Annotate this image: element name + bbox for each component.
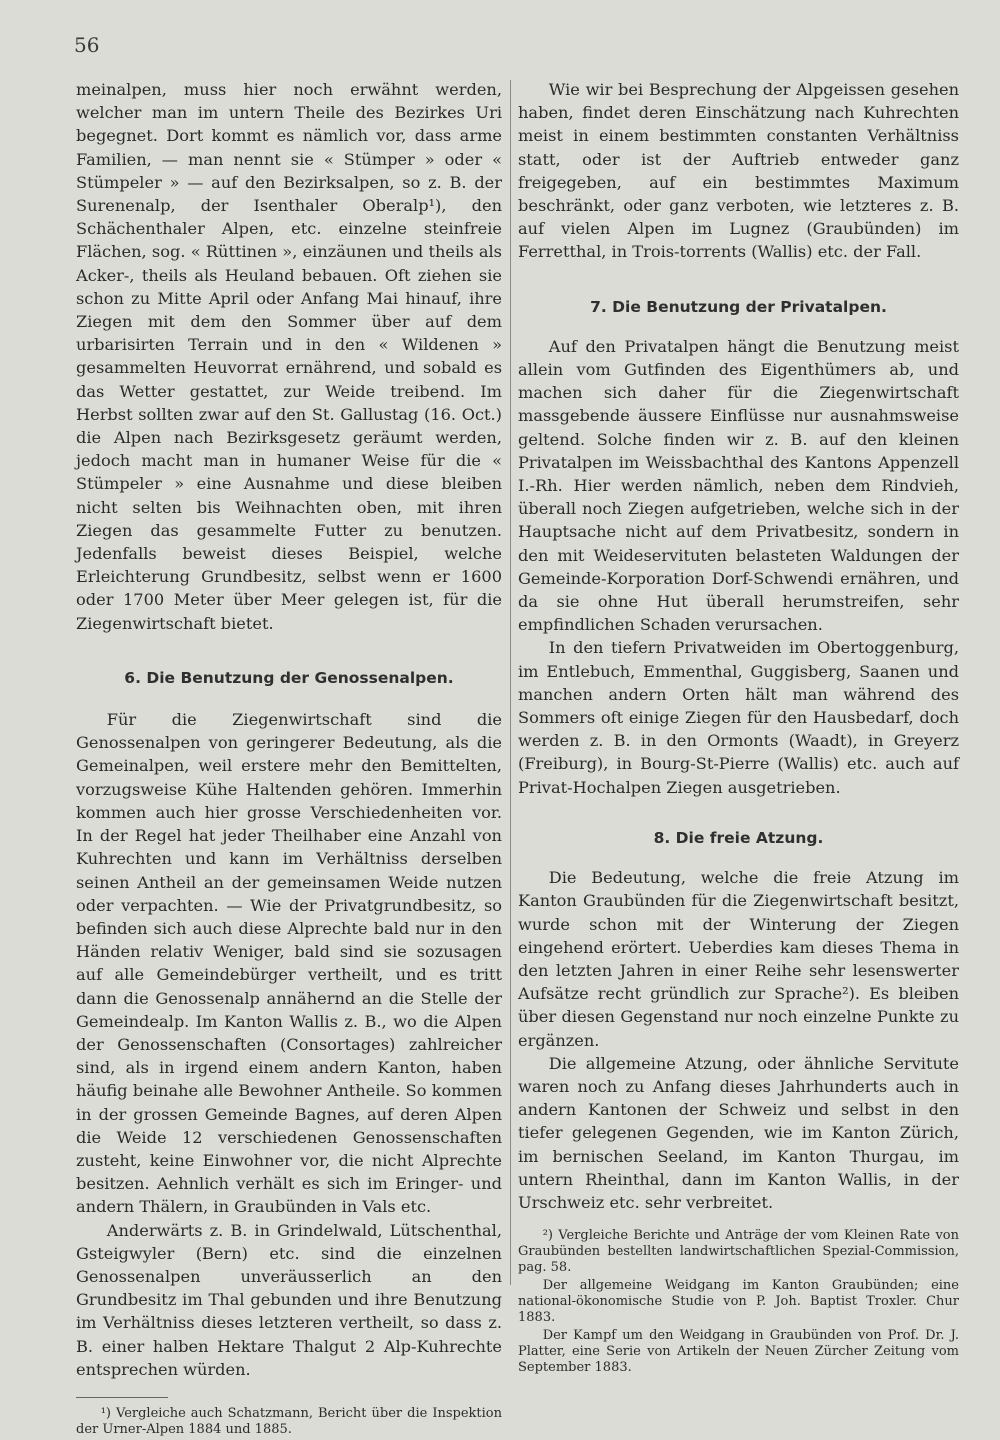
page-number: 56: [74, 33, 100, 57]
right-paragraph-2: Auf den Privatalpen hängt die Benutzung meist allein vom Gutfinden des Eigenthümers ab, und machen sich daher für die Ziegenwirtschaft massgebende äussere Einflüsse nur ausnahmsweise geltend. Solche finden wir z. B. auf den kleinen Privatalpen im Weissbachthal des Kantons Appenzell I.-Rh. Hier werden nämlich, neben dem Rindvieh, überall noch Ziegen aufgetrieben, welche sich in der Hauptsache nicht auf dem Privatbesitz, sondern in den mit Weideservituten belasteten Waldungen der Gemeinde-Korporation Dorf-Schwendi ernähren, und da sie ohne Hut überall herumstreifen, sehr empfindlichen Schaden verursachen.: [518, 336, 959, 635]
section-heading-6: 6. Die Benutzung der Genossenalpen.: [124, 668, 454, 687]
left-paragraph-3: Anderwärts z. B. in Grindelwald, Lütschenthal, Gsteigwyler (Bern) etc. sind die einzelnen Genossenalpen unveräusserlich an den Grundbesitz im Thal gebunden und ihre Benutzung im Verhältniss dieses letzteren vertheilt, so dass z. B. einer halben Hektare Thalgut 2 Alp-Kuhrechte entsprechen würden.: [76, 1220, 502, 1379]
column-divider: [510, 80, 511, 1285]
footnote-1: ¹) Vergleiche auch Schatzmann, Bericht über die Inspektion der Urner-Alpen 1884 und 1885.: [76, 1405, 502, 1437]
right-paragraph-5: Die allgemeine Atzung, oder ähnliche Servitute waren noch zu Anfang dieses Jahrhunderts auch in andern Kantonen der Schweiz und selbst in den tiefer gelegenen Gegenden, wie im Kanton Zürich, im bernischen Seeland, im Kanton Thurgau, im untern Rheinthal, dann im Kanton Wallis, in der Urschweiz etc. sehr verbreitet.: [518, 1053, 959, 1212]
footnote-left: [76, 1406, 502, 1438]
right-column: [518, 78, 959, 1378]
footnotes-right: [518, 1228, 959, 1376]
left-paragraph-1: meinalpen, muss hier noch erwähnt werden, welcher man im untern Theile des Bezirkes Uri begegnet. Dort kommt es nämlich vor, dass arme Familien, — man nennt sie « Stümper » oder « Stümpeler » — auf den Bezirksalpen, so z. B. der Surenenalp, der Isenthaler Oberalp¹), den Schächenthaler Alpen, etc. einzelne steinfreie Flächen, sog. « Rüttinen », einzäunen und theils als Acker-, theils als Heuland bebauen. Oft ziehen sie schon zu Mitte April oder Anfang Mai hinauf, ihre Ziegen mit dem den Sommer über auf dem urbarisirten Terrain und in den « Wildenen » gesammelten Heuvorrat ernährend, und sobald es das Wetter gestattet, zur Weide treibend. Im Herbst sollten zwar auf den St. Gallustag (16. Oct.) die Alpen nach Bezirksgesetz geräumt werden, jedoch macht man in humaner Weise für die « Stümpeler » eine Ausnahme und diese bleiben nicht selten bis Weihnachten oben, mit ihren Ziegen das gesammelte Futter zu benutzen. Jedenfalls beweist dieses Beispiel, welche Erleichterung Grundbesitz, selbst wenn er 1600 oder 1700 Meter über Meer gelegen ist, für die Ziegenwirtschaft bietet.: [76, 80, 502, 633]
right-paragraph-4: Die Bedeutung, welche die freie Atzung im Kanton Graubünden für die Ziegenwirtschaft besitzt, wurde schon mit der Winterung der Ziegen eingehend erörtert. Ueberdies kam dieses Thema in den letzten Jahren in einer Reihe sehr lesenswerter Aufsätze recht gründlich zur Sprache²). Es bleiben über diesen Gegenstand nur noch einzelne Punkte zu ergänzen.: [518, 868, 959, 1050]
section-heading-8: 8. Die freie Atzung.: [653, 828, 824, 847]
right-paragraph-1: Wie wir bei Besprechung der Alpgeissen gesehen haben, findet deren Einschätzung nach Kuhrechten meist in einem bestimmten constanten Verhältniss statt, oder ist der Auftrieb entweder ganz freigegeben, auf ein bestimmtes Maximum beschränkt, oder ganz verboten, wie letzteres z. B. auf vielen Alpen im Lugnez (Graubünden) im Ferretthal, in Trois-torrents (Wallis) etc. der Fall.: [518, 80, 959, 262]
left-paragraph-2: Für die Ziegenwirtschaft sind die Genossenalpen von geringerer Bedeutung, als die Gemeinalpen, weil erstere mehr den Bemittelten, vorzugsweise Kühe Haltenden gehören. Immerhin kommen auch hier grosse Verschiedenheiten vor. In der Regel hat jeder Theilhaber eine Anzahl von Kuhrechten und kann im Verhältniss derselben seinen Antheil an der gemeinsamen Weide nutzen oder verpachten. — Wie der Privatgrundbesitz, so befinden sich auch diese Alprechte bald nur in den Händen relativ Weniger, bald sind sie sozusagen auf alle Gemeindebürger vertheilt, und es tritt dann die Genossenalp annähernd an die Stelle der Gemeindealp. Im Kanton Wallis z. B., wo die Alpen der Genossenschaften (Consortages) zahlreicher sind, als in irgend einem andern Kanton, haben häufig beinahe alle Bewohner Antheile. So kommen in der grossen Gemeinde Bagnes, auf deren Alpen die Weide 12 verschiedenen Genossenschaften zusteht, keine Einwohner vor, die nicht Alprechte besitzen. Aehnlich verhält es sich im Eringer- und andern Thälern, in Graubünden in Vals etc.: [76, 710, 502, 1217]
footnote-2a: ²) Vergleiche Berichte und Anträge der vom Kleinen Rate von Graubünden bestellten landwirtschaftlichen Spezial-Commission, pag. 58.: [518, 1228, 959, 1276]
footnote-2c: Der Kampf um den Weidgang in Graubünden von Prof. Dr. J. Platter, eine Serie von Artikeln der Neuen Zürcher Zeitung vom September 1883.: [518, 1328, 959, 1376]
left-column: [76, 78, 502, 1440]
section-heading-7: 7. Die Benutzung der Privatalpen.: [590, 297, 887, 316]
right-paragraph-3: In den tiefern Privatweiden im Obertoggenburg, im Entlebuch, Emmenthal, Guggisberg, Saanen und manchen andern Orten hält man während des Sommers oft einige Ziegen für den Hausbedarf, doch werden z. B. in den Ormonts (Waadt), in Greyerz (Freiburg), in Bourg-St-Pierre (Wallis) etc. auch auf Privat-Hochalpen Ziegen ausgetrieben.: [518, 638, 959, 797]
footnote-rule: [76, 1397, 168, 1398]
footnote-2b: Der allgemeine Weidgang im Kanton Graubünden; eine national-ökonomische Studie von P. Joh. Baptist Troxler. Chur 1883.: [518, 1278, 959, 1326]
